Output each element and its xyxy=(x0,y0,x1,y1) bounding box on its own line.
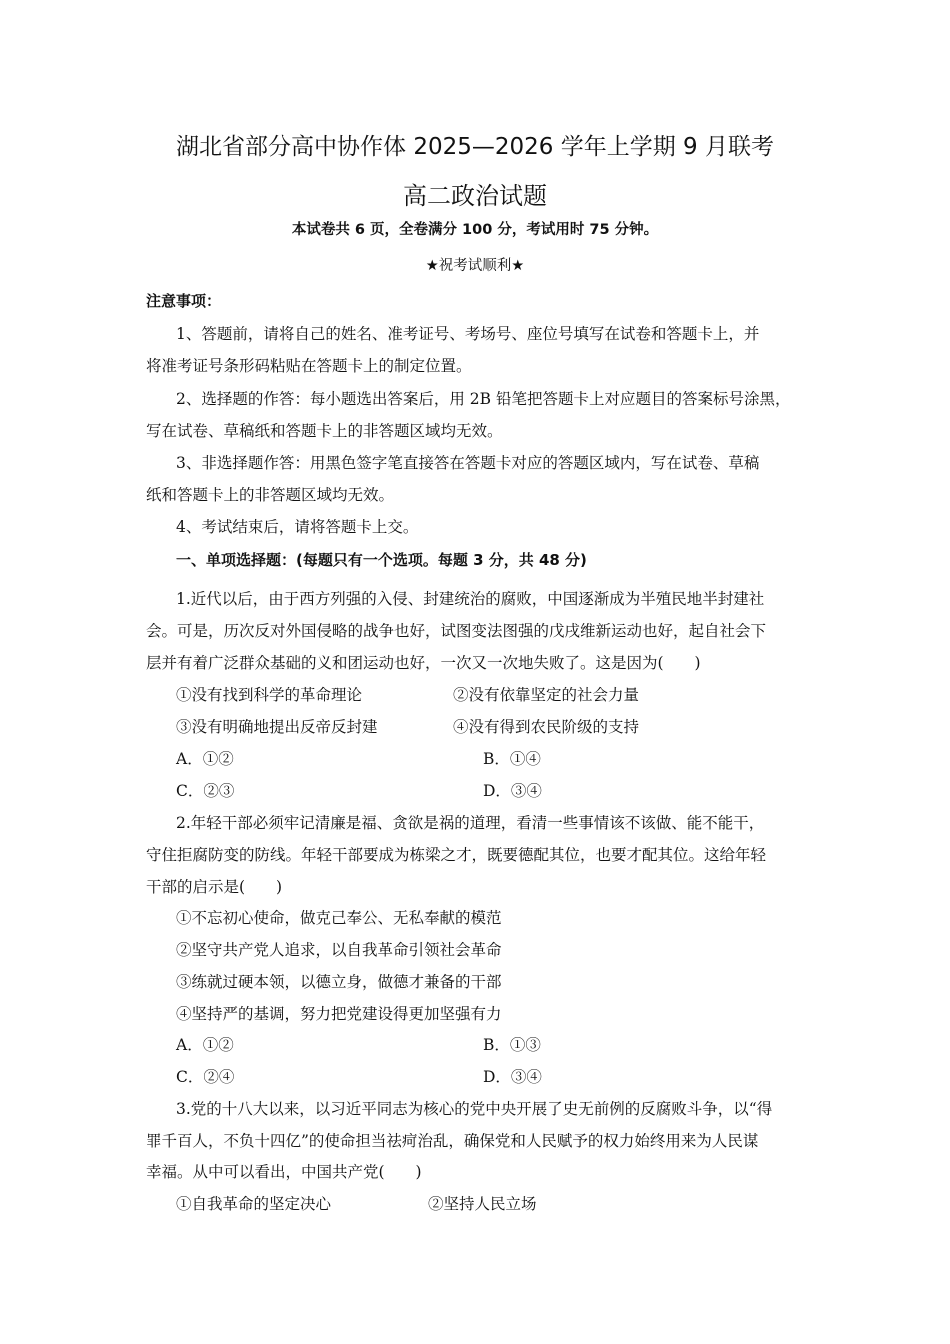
q2-statement-1: ①不忘初心使命，做克己奉公、无私奉献的模范 xyxy=(176,909,502,927)
notice-item: 将准考证号条形码粘贴在答题卡上的制定位置。 xyxy=(146,357,472,375)
q1-statement-3: ③没有明确地提出反帝反封建 xyxy=(176,718,378,736)
question-3-stem: 幸福。从中可以看出，中国共产党( ) xyxy=(146,1163,422,1181)
q1-statement-1: ①没有找到科学的革命理论 xyxy=(176,686,363,704)
notice-item: 1、答题前，请将自己的姓名、准考证号、考场号、座位号填写在试卷和答题卡上，并 xyxy=(176,325,760,343)
exam-subject-title: 高二政治试题 xyxy=(403,182,547,210)
exam-title: 湖北省部分高中协作体 2025—2026 学年上学期 9 月联考 xyxy=(176,134,774,160)
q1-choice-d: D．③④ xyxy=(483,782,542,800)
q2-choice-d: D．③④ xyxy=(483,1068,542,1086)
q2-choice-b: B．①③ xyxy=(483,1036,541,1054)
notice-item: 纸和答题卡上的非答题区域均无效。 xyxy=(146,486,395,504)
question-1-stem: 1.近代以后，由于西方列强的入侵、封建统治的腐败，中国逐渐成为半殖民地半封建社 xyxy=(176,590,765,608)
q1-statement-2: ②没有依靠坚定的社会力量 xyxy=(453,686,640,704)
question-3-stem: 3.党的十八大以来，以习近平同志为核心的党中央开展了史无前例的反腐败斗争，以“得 xyxy=(176,1100,773,1118)
exam-info: 本试卷共 6 页，全卷满分 100 分，考试用时 75 分钟。 xyxy=(291,222,659,238)
question-1-stem: 会。可是，历次反对外国侵略的战争也好，试图变法图强的戊戌维新运动也好，起自社会下 xyxy=(146,622,767,640)
section-heading: 一、单项选择题：(每题只有一个选项。每题 3 分，共 48 分) xyxy=(176,551,587,569)
q1-choice-b: B．①④ xyxy=(483,750,541,768)
q2-statement-4: ④坚持严的基调，努力把党建设得更加坚强有力 xyxy=(176,1005,502,1023)
q1-choice-a: A．①② xyxy=(176,750,234,768)
q2-choice-a: A．①② xyxy=(176,1036,234,1054)
q2-statement-2: ②坚守共产党人追求，以自我革命引领社会革命 xyxy=(176,941,502,959)
q3-statement-2: ②坚持人民立场 xyxy=(428,1195,537,1213)
q3-statement-1: ①自我革命的坚定决心 xyxy=(176,1195,332,1213)
notice-item: 写在试卷、草稿纸和答题卡上的非答题区域均无效。 xyxy=(146,422,503,440)
question-3-stem: 罪千百人，不负十四亿”的使命担当祛疴治乱，确保党和人民赋予的权力始终用来为人民谋 xyxy=(146,1132,759,1150)
q1-choice-c: C．②③ xyxy=(176,782,235,800)
question-2-stem: 干部的启示是( ) xyxy=(146,878,283,896)
blessing-text: ★祝考试顺利★ xyxy=(425,258,525,274)
q1-statement-4: ④没有得到农民阶级的支持 xyxy=(453,718,640,736)
question-1-stem: 层并有着广泛群众基础的义和团运动也好，一次又一次地失败了。这是因为( ) xyxy=(146,654,701,672)
notice-item: 2、选择题的作答：每小题选出答案后，用 2B 铅笔把答题卡上对应题目的答案标号涂黑， xyxy=(176,390,791,408)
notice-heading: 注意事项： xyxy=(146,292,222,310)
q2-statement-3: ③练就过硬本领，以德立身，做德才兼备的干部 xyxy=(176,973,502,991)
q2-choice-c: C．②④ xyxy=(176,1068,235,1086)
notice-item: 3、非选择题作答：用黑色签字笔直接答在答题卡对应的答题区域内，写在试卷、草稿 xyxy=(176,454,760,472)
notice-item: 4、考试结束后，请将答题卡上交。 xyxy=(176,518,419,536)
question-2-stem: 守住拒腐防变的防线。年轻干部要成为栋梁之才，既要德配其位，也要才配其位。这给年轻 xyxy=(146,846,767,864)
question-2-stem: 2.年轻干部必须牢记清廉是福、贪欲是祸的道理，看清一些事情该不该做、能不能干， xyxy=(176,814,765,832)
